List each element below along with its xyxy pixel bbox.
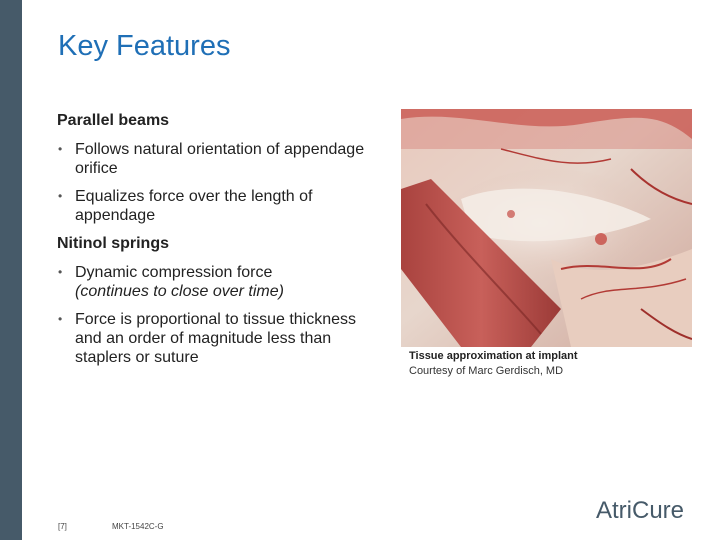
image-caption [409, 349, 699, 379]
bullet-note: (continues to close over time) [75, 283, 284, 300]
bullet-item [57, 263, 387, 301]
atricure-logo [596, 495, 700, 525]
bullet-dot-icon: • [58, 189, 63, 203]
page-number: [7] [58, 522, 67, 531]
bullet-item [57, 140, 387, 178]
bullet-dot-icon: • [58, 142, 63, 156]
slide-title: Key Features [58, 30, 231, 62]
bullet-dot-icon: • [58, 265, 63, 279]
bullet-item [57, 187, 387, 225]
section-heading-nitinol-springs: Nitinol springs [57, 235, 169, 252]
side-bar [0, 0, 22, 540]
content-area [57, 111, 387, 376]
document-code: MKT-1542C-G [112, 522, 164, 531]
bullet-text: Force is proportional to tissue thickness and an order of magnitude less than staplers or suture [75, 311, 357, 366]
bullet-item [57, 310, 387, 367]
bullet-dot-icon: • [58, 312, 63, 326]
section-heading-parallel-beams: Parallel beams [57, 112, 170, 129]
bullet-text: Follows natural orientation of appendage orifice [75, 141, 365, 177]
bullet-text: Equalizes force over the length of appendage [75, 188, 313, 224]
tissue-photo [401, 109, 692, 347]
caption-credit: Courtesy of Marc Gerdisch, MD [409, 365, 564, 377]
bullet-text: Dynamic compression force [75, 264, 273, 281]
logo-text: AtriCure [596, 497, 685, 524]
caption-title: Tissue approximation at implant [409, 350, 578, 362]
